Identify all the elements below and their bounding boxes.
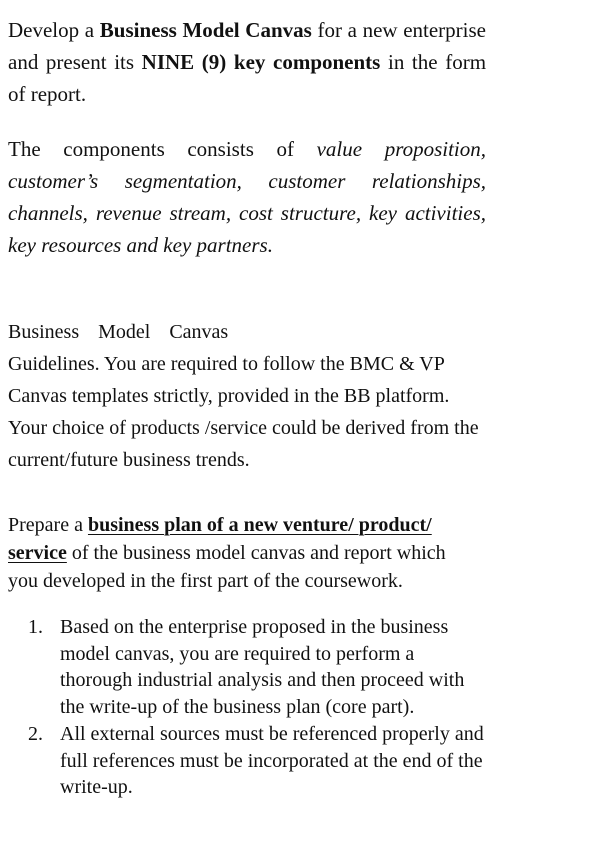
guidelines-text: Guidelines. You are required to follow the BMC & VP Canvas templates strictly, provided in the BB platform. Your choice of products /service could be derived from the current/future business trends.	[8, 353, 479, 471]
task-paragraph-bmc	[8, 14, 486, 110]
list-item-text: Based on the enterprise proposed in the business model canvas, you are required to perform a thorough industrial analysis and then proceed with the write-up of the business plan (core part).	[60, 616, 465, 718]
list-item-number: 1.	[28, 616, 43, 638]
components-list-italic: value proposition, customer’s segmentation, customer relationships, channels, revenue stream, cost structure, key activities, key resources and key partners.	[8, 137, 487, 257]
para2-intro: The components consists of	[8, 137, 294, 161]
list-item-number: 2.	[28, 723, 43, 745]
list-item	[28, 721, 488, 801]
guidelines-paragraph	[8, 316, 488, 476]
para1-bmc-bold: Business Model Canvas	[99, 18, 312, 42]
para1-mid: for a new enterprise and present its	[8, 18, 486, 74]
para4-end: of the business model canvas and report which you developed in the first part of the coursework.	[8, 542, 446, 592]
components-paragraph	[8, 133, 486, 261]
para1-nine-components-bold: NINE (9) key components	[141, 50, 381, 74]
guidelines-heading: Business Model Canvas	[8, 321, 229, 343]
list-item-text: All external sources must be referenced properly and full references must be incorporated at the end of the write-up.	[60, 723, 484, 798]
business-plan-paragraph	[8, 511, 478, 595]
para1-end: in the form of report.	[8, 50, 487, 106]
business-plan-underlined-bold: business plan of a new venture/ product/ service	[8, 514, 432, 564]
requirements-list	[28, 614, 488, 802]
para4-intro: Prepare a	[8, 514, 83, 536]
list-item	[28, 614, 488, 720]
para1-intro: Develop a	[8, 18, 95, 42]
